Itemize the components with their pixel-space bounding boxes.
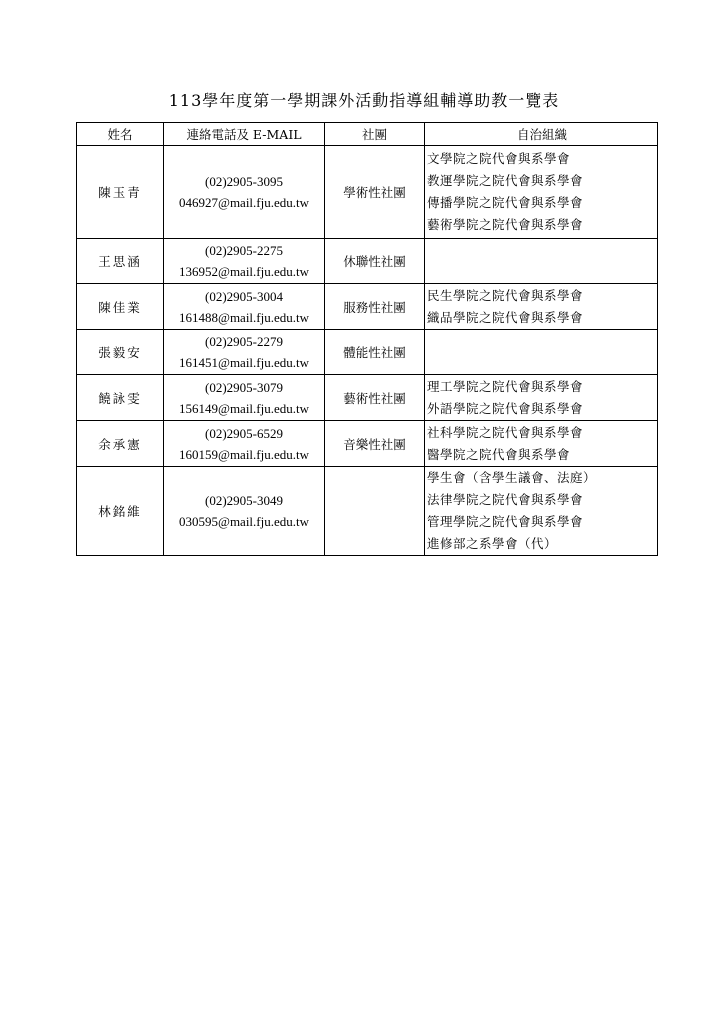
org-cell [425, 467, 658, 556]
table-row [77, 467, 658, 556]
phone-number: (02)2905-2279 [205, 334, 283, 349]
club-cell: 休聯性社團 [325, 239, 425, 284]
assistant-roster-table [76, 122, 658, 556]
email-address[interactable]: 161451@mail.fju.edu.tw [178, 355, 310, 370]
name-cell [77, 146, 164, 239]
email-address[interactable]: 156149@mail.fju.edu.tw [178, 400, 310, 416]
org-item: 理工學院之院代會與系學會 [427, 378, 584, 394]
name-cell [77, 375, 164, 421]
contact-cell [164, 284, 325, 330]
org-cell [425, 421, 658, 467]
assistant-name: 陳佳業 [98, 299, 142, 315]
org-item: 法律學院之院代會與系學會 [427, 492, 584, 507]
contact-cell [164, 375, 325, 421]
assistant-name: 王思涵 [98, 254, 142, 269]
phone-number: (02)2905-3004 [205, 288, 283, 304]
contact-cell [164, 467, 325, 556]
name-cell [77, 421, 164, 467]
table-row [77, 239, 658, 284]
table-row [77, 421, 658, 467]
club-cell: 藝術性社團 [325, 375, 425, 421]
org-cell [425, 330, 658, 375]
header-name: 姓名 [77, 123, 164, 146]
club-cell: 學術性社團 [325, 146, 425, 239]
assistant-name: 陳玉青 [98, 185, 142, 200]
phone-number: (02)2905-6529 [205, 425, 283, 441]
page-title: 113學年度第一學期課外活動指導組輔導助教一覽表 [168, 91, 560, 110]
org-cell [425, 146, 658, 239]
org-item: 傳播學院之院代會與系學會 [427, 195, 584, 210]
org-item: 管理學院之院代會與系學會 [427, 514, 584, 529]
org-cell [425, 375, 658, 421]
org-item: 外語學院之院代會與系學會 [427, 400, 584, 416]
contact-cell [164, 239, 325, 284]
name-cell [77, 330, 164, 375]
table-row [77, 330, 658, 375]
contact-cell [164, 421, 325, 467]
org-item: 進修部之系學會（代） [427, 536, 558, 551]
name-cell [77, 467, 164, 556]
club-cell: 體能性社團 [325, 330, 425, 375]
email-address[interactable]: 160159@mail.fju.edu.tw [178, 446, 310, 462]
email-address[interactable]: 136952@mail.fju.edu.tw [178, 264, 310, 279]
email-address[interactable]: 030595@mail.fju.edu.tw [178, 514, 310, 529]
phone-number: (02)2905-3079 [205, 379, 283, 395]
org-item: 教運學院之院代會與系學會 [427, 173, 584, 188]
phone-number: (02)2905-3095 [205, 174, 283, 189]
club-cell [325, 467, 425, 556]
name-cell [77, 239, 164, 284]
contact-cell [164, 146, 325, 239]
phone-number: (02)2905-2275 [205, 243, 283, 258]
org-item: 文學院之院代會與系學會 [427, 151, 571, 166]
name-cell [77, 284, 164, 330]
assistant-name: 張毅安 [98, 345, 142, 360]
assistant-name: 林銘維 [98, 504, 142, 519]
org-item: 社科學院之院代會與系學會 [427, 424, 584, 440]
email-address[interactable]: 046927@mail.fju.edu.tw [178, 195, 310, 210]
org-item: 學生會（含學生議會、法庭） [427, 470, 597, 485]
org-item: 藝術學院之院代會與系學會 [427, 217, 584, 232]
club-cell: 音樂性社團 [325, 421, 425, 467]
org-item: 民生學院之院代會與系學會 [427, 287, 584, 303]
table-row [77, 146, 658, 239]
table-row [77, 375, 658, 421]
phone-number: (02)2905-3049 [205, 493, 283, 508]
assistant-name: 余承憲 [98, 436, 142, 452]
contact-cell [164, 330, 325, 375]
table-header-row [77, 123, 658, 146]
email-address[interactable]: 161488@mail.fju.edu.tw [178, 309, 310, 325]
assistant-name: 饒詠雯 [98, 390, 142, 406]
header-org: 自治組織 [425, 123, 658, 146]
org-item: 織品學院之院代會與系學會 [427, 309, 584, 325]
club-cell: 服務性社團 [325, 284, 425, 330]
table-row [77, 284, 658, 330]
org-item: 醫學院之院代會與系學會 [427, 446, 571, 462]
header-club: 社團 [325, 123, 425, 146]
header-contact: 連絡電話及 E-MAIL [164, 123, 325, 146]
org-cell [425, 284, 658, 330]
org-cell [425, 239, 658, 284]
